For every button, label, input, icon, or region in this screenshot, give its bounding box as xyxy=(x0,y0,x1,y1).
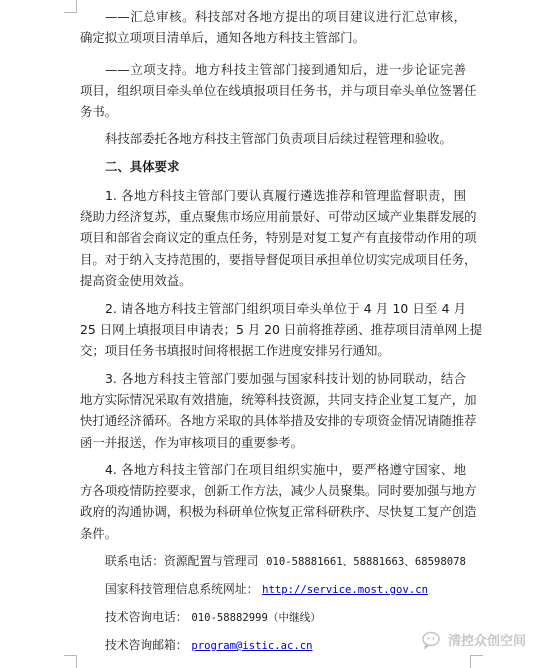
contact-phone-line xyxy=(105,552,466,569)
paragraph-summary-review xyxy=(80,6,466,48)
tech-email-line xyxy=(105,636,313,653)
margin-corner-mark xyxy=(470,655,483,668)
text-line: 2. 请各地方科技主管部门组织项目牵头单位于 4 月 10 日至 4 月 xyxy=(105,301,466,316)
text-line: 项目和部省会商议定的重点任务，特别是对复工复产有直接带动作用的项 xyxy=(80,230,477,246)
text-line: 快打通经济循环。各地方采取的具体举措及安排的专项资金情况请随推荐 xyxy=(80,413,477,429)
system-website-line xyxy=(105,580,428,597)
watermark-text: 清控众创空间 xyxy=(448,634,527,649)
text-line: 4. 各地方科技主管部门在项目组织实施中，要严格遵守国家、地 xyxy=(105,462,466,477)
text-line: 务书。 xyxy=(80,104,118,120)
tech-phone-value: 010-58882999（中继线） xyxy=(191,612,321,624)
text-line: 科技部委托各地方科技主管部门负责项目后续过程管理和验收。 xyxy=(105,131,452,146)
text-line: ——汇总审核。科技部对各地方提出的项目建议进行汇总审核， xyxy=(105,9,466,24)
paragraph-delegation xyxy=(80,128,466,149)
text-line: 25 日网上填报项目申请表；5 月 20 日前将推荐函、推荐项目清单网上提 xyxy=(80,322,483,338)
text-line: 1. 各地方科技主管部门要认真履行遴选推荐和管理监督职责，围 xyxy=(105,188,466,203)
system-website-link[interactable]: http://service.most.gov.cn xyxy=(262,584,428,596)
text-line: 条件。 xyxy=(80,525,118,541)
requirement-4 xyxy=(80,459,477,544)
margin-corner-mark xyxy=(64,655,77,668)
wechat-official-account-icon xyxy=(422,631,444,649)
text-line: 函一并报送，作为审核项目的重要参考。 xyxy=(80,434,304,450)
tech-phone-line xyxy=(105,608,321,625)
text-line: 目。对于纳入支持范围的，要指导督促项目承担单位切实完成项目任务， xyxy=(80,251,477,267)
contact-phone-label: 联系电话：资源配置与管理司 xyxy=(105,554,259,568)
text-line: 确定拟立项项目清单后，通知各地方科技主管部门。 xyxy=(80,30,365,46)
tech-email-link[interactable]: program@istic.ac.cn xyxy=(191,640,313,652)
requirement-3 xyxy=(80,368,477,453)
watermark xyxy=(422,630,526,649)
text-line: 交；项目任务书填报时间将根据工作进度安排另行通知。 xyxy=(80,343,390,359)
tech-phone-label: 技术咨询电话： xyxy=(105,610,188,624)
text-line: 提高资金使用效益。 xyxy=(80,272,192,288)
system-website-label: 国家科技管理信息系统网址： xyxy=(105,582,259,596)
requirement-2 xyxy=(80,298,483,362)
requirement-1 xyxy=(80,185,477,291)
margin-corner-mark xyxy=(64,0,77,13)
text-line: 政府的沟通协调，积极为科研单位恢复正常科研秩序、尽快复工复产创造 xyxy=(80,504,477,520)
text-line: 地方实际情况采取有效措施，统筹科技资源，共同支持企业复工复产，加 xyxy=(80,392,477,408)
text-line: 绕助力经济复苏，重点聚焦市场应用前景好、可带动区域产业集群发展的 xyxy=(80,209,477,225)
heading-text: 二、具体要求 xyxy=(105,159,180,174)
contact-phone-numbers: 010-58881661、58881663、68598078 xyxy=(266,556,466,568)
text-line: 项目，组织项目牵头单位在线填报项目任务书，并与项目牵头单位签署任 xyxy=(80,83,477,99)
section-heading xyxy=(80,156,466,177)
text-line: 3. 各地方科技主管部门要加强与国家科技计划的协同联动，结合 xyxy=(105,371,466,386)
text-line: 方各项疫情防控要求，创新工作方法，减少人员聚集。同时要加强与地方 xyxy=(80,483,477,499)
tech-email-label: 技术咨询邮箱： xyxy=(105,638,188,652)
text-line: ——立项支持。地方科技主管部门接到通知后，进一步论证完善 xyxy=(105,62,466,77)
paragraph-project-support xyxy=(80,59,477,123)
